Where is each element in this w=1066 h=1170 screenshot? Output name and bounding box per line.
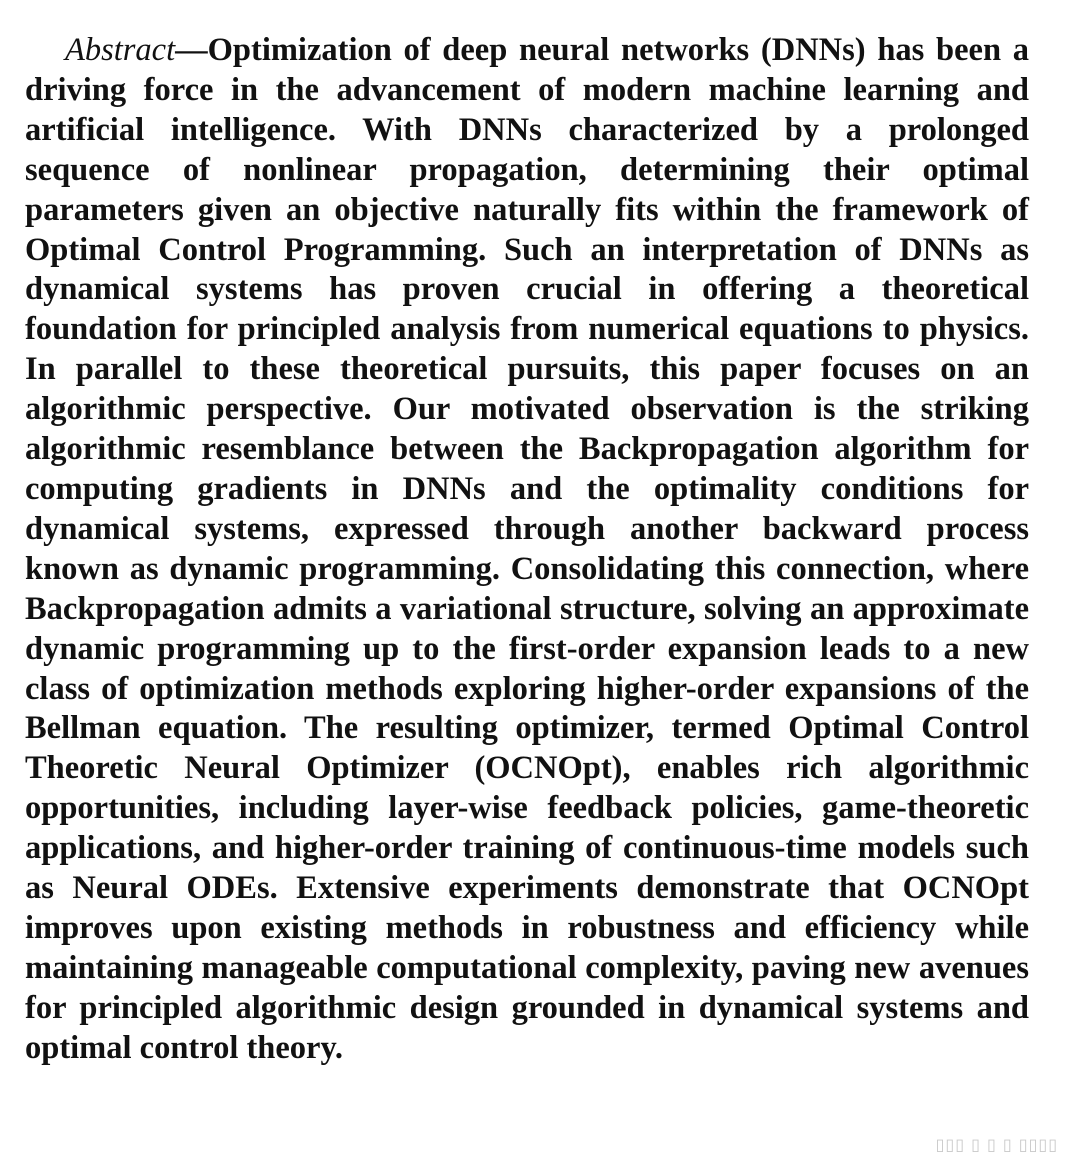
watermark-text: ▯▯▯ ▯ ▯ ▯ ▯▯▯▯	[935, 1135, 1058, 1154]
watermark	[936, 1135, 1058, 1154]
abstract-dash: —	[175, 32, 208, 68]
abstract-label: Abstract	[65, 32, 176, 68]
abstract-paragraph	[25, 31, 1029, 1069]
abstract-body: Optimization of deep neural networks (DNNs) has been a driving force in the advancement of modern machine learning and artificial intelligence. With DNNs characterized by a prolonged sequence of nonlinear propagation, determining their optimal parameters given an objective naturally fits within the framework of Optimal Control Programming. Such an interpretation of DNNs as dynamical systems has proven crucial in offering a theoretical foundation for principled analysis from numerical equations to physics. In parallel to these theoretical pursuits, this paper focuses on an algorithmic perspective. Our motivated observation is the striking algorithmic resemblance between the Backpropagation algorithm for computing gradients in DNNs and the optimality conditions for dynamical systems, expressed through another backward process known as dynamic programming. Consolidating this connection, where Backpropagation admits a variational structure, solving an approximate dynamic programming up to the first-order expansion leads to a new class of optimization methods exploring higher-order expansions of the Bellman equation. The resulting optimizer, termed Optimal Control Theoretic Neural Optimizer (OCNOpt), enables rich algorithmic opportunities, including layer-wise feedback policies, game-theoretic applications, and higher-order training of continuous-time models such as Neural ODEs. Extensive experiments demonstrate that OCNOpt improves upon existing methods in robustness and efficiency while maintaining manageable computational complexity, paving new avenues for principled algorithmic design grounded in dynamical systems and optimal control theory.	[25, 32, 1029, 1066]
